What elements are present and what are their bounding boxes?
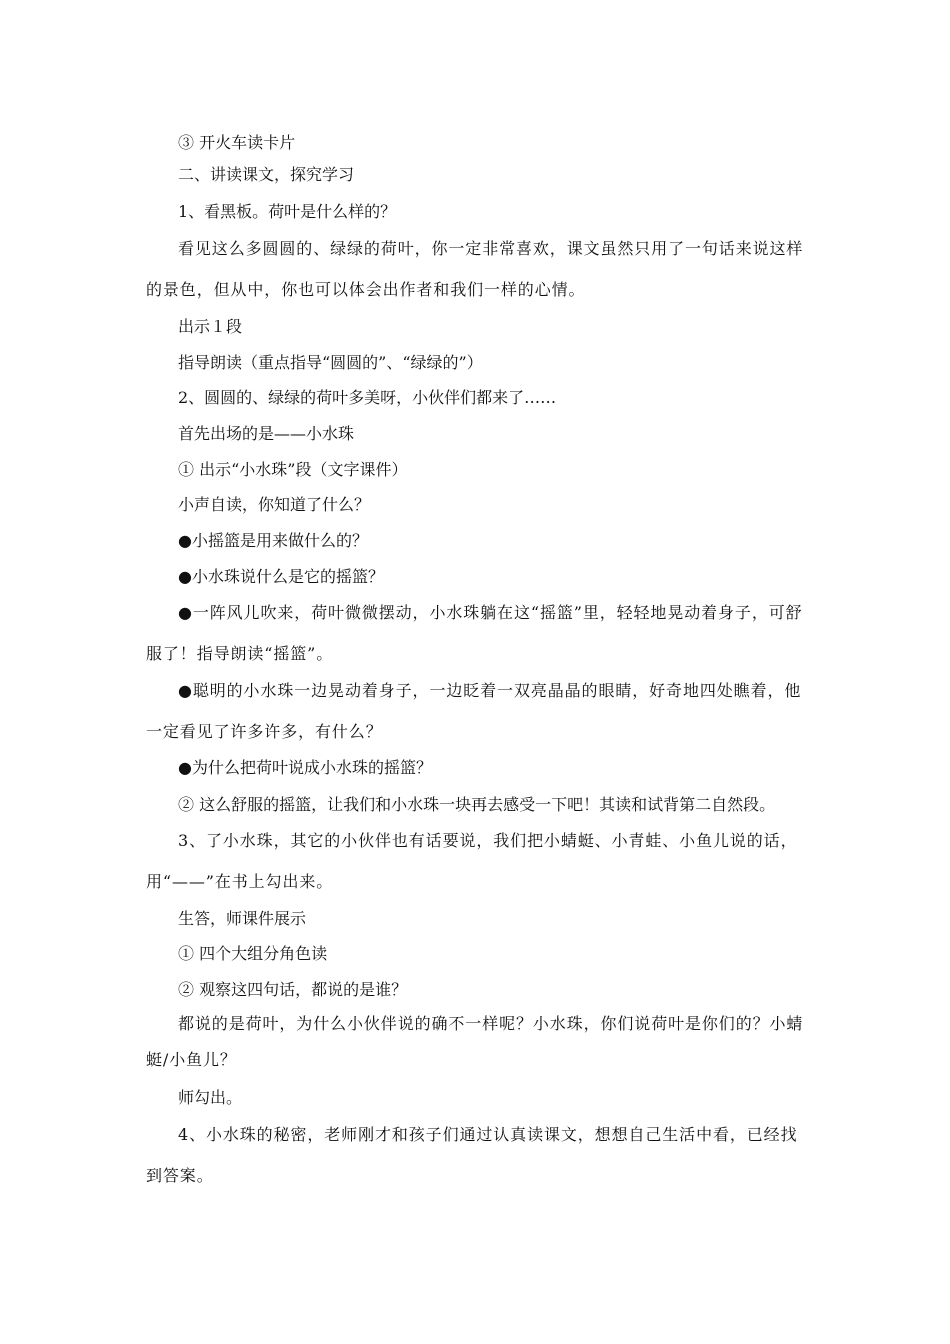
- paragraph: 出示１段: [178, 317, 243, 336]
- paragraph: 3、了小水珠，其它的小伙伴也有话要说，我们把小蜻蜓、小青蛙、小鱼儿说的话，用“——”在书上勾出来。: [146, 831, 798, 891]
- bullet-item: ●小摇篮是用来做什么的？: [178, 531, 368, 550]
- paragraph: 2、圆圆的、绿绿的荷叶多美呀，小伙伴们都来了……: [178, 388, 557, 407]
- paragraph: 4、小水珠的秘密，老师刚才和孩子们通过认真读课文，想想自己生活中看，已经找到答案。: [146, 1125, 798, 1185]
- paragraph: ② 观察这四句话，都说的是谁？: [178, 980, 408, 999]
- bullet-item: ●聪明的小水珠一边晃动着身子，一边眨着一双亮晶晶的眼睛，好奇地四处瞧着，他一定看见了许多许多，有什么？: [146, 681, 802, 741]
- paragraph: 小声自读，你知道了什么？: [178, 495, 371, 514]
- paragraph: ① 出示“小水珠”段（文字课件）: [178, 460, 408, 479]
- bullet-item: ●为什么把荷叶说成小水珠的摇篮？: [178, 758, 432, 777]
- paragraph: 看见这么多圆圆的、绿绿的荷叶，你一定非常喜欢，课文虽然只用了一句话来说这样的景色，但从中，你也可以体会出作者和我们一样的心情。: [146, 239, 804, 299]
- paragraph: ① 四个大组分角色读: [178, 944, 328, 963]
- paragraph: ② 这么舒服的摇篮，让我们和小水珠一块再去感受一下吧！其读和试背第二自然段。: [178, 795, 776, 814]
- paragraph: 1、看黑板。荷叶是什么样的？: [178, 202, 397, 221]
- section-heading: 二、讲读课文，探究学习: [178, 165, 355, 184]
- paragraph: 都说的是荷叶，为什么小伙伴说的确不一样呢？小水珠，你们说荷叶是你们的？小蜻蜓/小鱼儿？: [146, 1014, 804, 1069]
- bullet-item: ●一阵风儿吹来，荷叶微微摆动，小水珠躺在这“摇篮”里，轻轻地晃动着身子，可舒服了！指导朗读“摇篮”。: [146, 603, 803, 663]
- bullet-item: ●小水珠说什么是它的摇篮？: [178, 567, 384, 586]
- paragraph: 师勾出。: [178, 1088, 243, 1107]
- paragraph: 首先出场的是——小水珠: [178, 424, 355, 443]
- paragraph: ③ 开火车读卡片: [178, 133, 296, 152]
- paragraph: 指导朗读（重点指导“圆圆的”、“绿绿的”）: [178, 353, 483, 372]
- paragraph: 生答，师课件展示: [178, 909, 307, 928]
